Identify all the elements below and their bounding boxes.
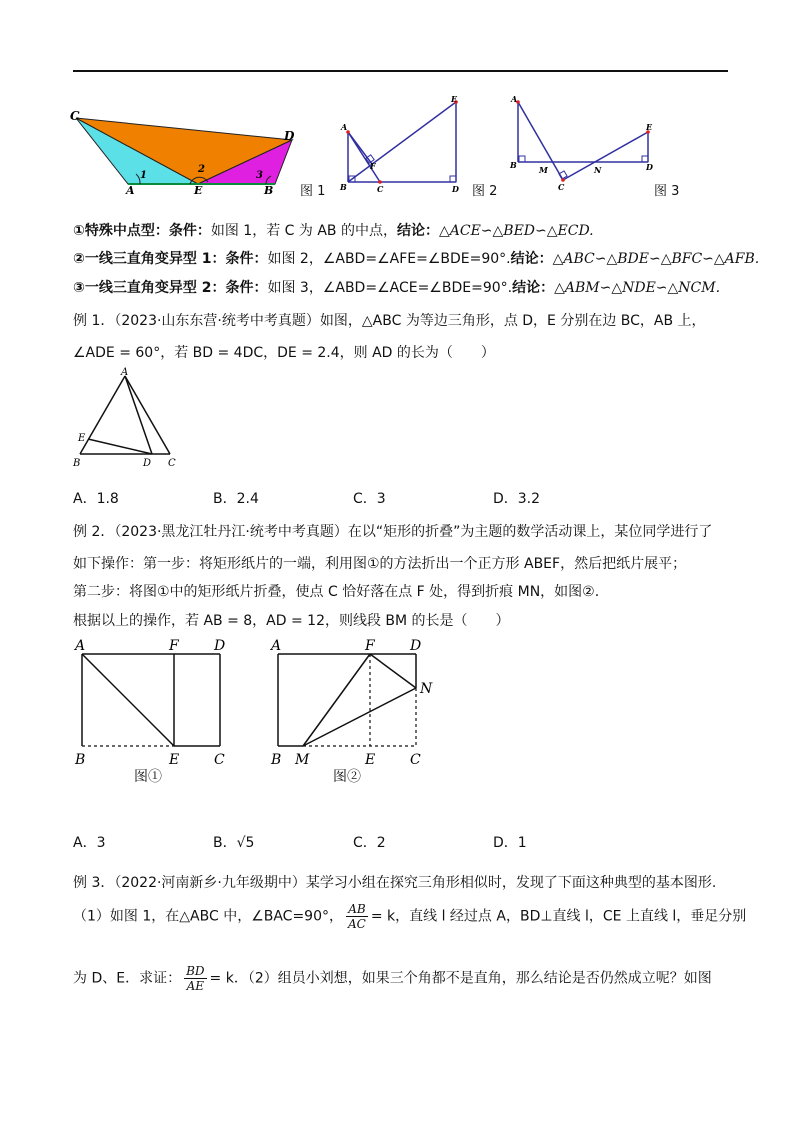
model-1-condition: 如图 1，若 C 为 AB 的中点， [210, 223, 397, 239]
ex3-line-3-part-b: = k．（2）组员小刘想，如果三个角都不是直角，那么结论是否仍然成立呢？如图 [209, 970, 712, 987]
fig2-label-d: D [452, 184, 459, 194]
model-3-conclusion-label: 结论： [512, 280, 555, 296]
model-1 [73, 220, 594, 240]
ex1-line-2: ∠ADE = 60°，若 BD = 4DC，DE = 2.4，则 AD 的长为（ ） [73, 345, 495, 361]
fig1-label-d: D [284, 129, 295, 143]
model-3-condition: 如图 3，∠ABD=∠ACE=∠BDE=90°. [267, 280, 513, 296]
ex2-option-c[interactable]: C．2 [353, 835, 386, 851]
model-1-title: ①特殊中点型：条件： [73, 223, 211, 239]
ex2-option-d[interactable]: D．1 [493, 835, 527, 851]
fig2-label-a: A [341, 122, 348, 132]
ex3-fraction-ab-ac [346, 902, 368, 931]
ex2-figure-1 [70, 636, 240, 766]
ex2-fig2-label-a: A [271, 638, 282, 654]
ex2-fig2-label-n: N [420, 681, 433, 697]
fig1-label-c: C [70, 109, 80, 123]
model-2-title: ②一线三直角变异型 1：条件： [73, 251, 268, 267]
ex2-option-a[interactable]: A．3 [73, 835, 106, 851]
ex2-line-3: 第二步：将图①中的矩形纸片折叠，使点 C 恰好落在点 F 处，得到折痕 MN，如图②. [73, 584, 600, 600]
ex1-figure [70, 366, 185, 470]
model-3-title: ③一线三直角变异型 2：条件： [73, 280, 268, 296]
figure-1-midpoint [70, 108, 300, 194]
ex3-line-3-part-a: 为 D、E．求证： [73, 970, 182, 987]
ex3-line-2-part-b: = k，直线 l 经过点 A，BD⊥直线 l，CE 上直线 l，垂足分别 [370, 908, 747, 925]
ex2-line-2: 如下操作：第一步：将矩形纸片的一端，利用图①的方法折出一个正方形 ABEF，然后把纸片展平； [73, 556, 687, 572]
fig1-label-2: 2 [198, 164, 205, 175]
fig2-label-e: E [451, 94, 458, 104]
figure-2-caption: 图 2 [472, 184, 498, 199]
ex2-fig1-label-b: B [75, 752, 86, 766]
figure-1-caption: 图 1 [300, 184, 326, 199]
ex1-line-1: 例 1．（2023·山东东营·统考中考真题）如图，△ABC 为等边三角形，点 D，E 分别在边 BC，AB 上， [73, 313, 706, 329]
model-2-conclusion: △ABC∽△BDE∽△BFC∽△AFB. [552, 251, 760, 267]
ex2-fig2-label-f: F [365, 638, 375, 654]
ex1-label-b: B [73, 458, 81, 469]
ex2-fig1-label-e: E [169, 752, 180, 766]
fig1-label-e: E [194, 184, 203, 194]
fig3-label-m: M [539, 165, 548, 175]
ex3-fraction-ae: AE [186, 979, 205, 993]
ex2-line-1: 例 2．（2023·黑龙江牡丹江·统考中考真题）在以“矩形的折叠”为主题的数学活动课上，某位同学进行了 [73, 524, 713, 540]
fig1-label-b: B [264, 184, 274, 194]
model-2-conclusion-label: 结论： [510, 251, 553, 267]
ex2-figure-2 [266, 636, 446, 766]
fig3-label-a: A [511, 94, 518, 104]
fig3-label-c: C [558, 182, 565, 192]
fig2-label-f: F [370, 161, 376, 171]
model-2-condition: 如图 2，∠ABD=∠AFE=∠BDE=90°. [267, 251, 511, 267]
figure-3-caption: 图 3 [654, 184, 680, 199]
ex2-fig1-label-a: A [75, 638, 86, 654]
model-1-conclusion: △ACE∽△BED∽△ECD. [438, 223, 594, 239]
ex3-line-2-part-a: （1）如图 1，在△ABC 中，∠BAC=90°， [73, 908, 343, 925]
ex2-option-b[interactable]: B．√5 [213, 835, 255, 851]
fig1-label-a: A [126, 184, 135, 194]
model-2 [73, 248, 759, 268]
fig3-label-e: E [646, 122, 653, 132]
ex3-line-1: 例 3．（2022·河南新乡·九年级期中）某学习小组在探究三角形相似时，发现了下面这种典型的基本图形. [73, 875, 717, 891]
fig3-label-d: D [646, 162, 653, 172]
fig1-label-3: 3 [256, 170, 263, 181]
figure-3-three-right-angles [508, 94, 658, 194]
model-3 [73, 277, 720, 297]
model-1-conclusion-label: 结论： [396, 223, 439, 239]
fig2-label-c: C [377, 184, 384, 194]
ex3-fraction-ab: AB [346, 902, 368, 917]
ex3-fraction-bd: BD [186, 964, 205, 978]
ex2-fig2-label-e: E [365, 752, 376, 766]
ex2-fig2-label-c: C [410, 752, 421, 766]
ex2-fig1-label-f: F [169, 638, 179, 654]
fig2-label-b: B [340, 182, 347, 192]
ex2-fig1-label-c: C [214, 752, 225, 766]
ex2-figure-2-caption: 图② [333, 769, 361, 785]
figure-2-three-right-angles [338, 94, 468, 194]
ex1-label-e: E [78, 433, 86, 444]
ex2-line-4: 根据以上的操作，若 AB = 8，AD = 12，则线段 BM 的长是（ ） [73, 613, 510, 629]
header-rule [73, 70, 728, 72]
ex3-fraction-ac: AC [348, 917, 366, 931]
ex1-option-b[interactable]: B．2.4 [213, 491, 259, 507]
ex2-fig1-label-d: D [214, 638, 226, 654]
fig3-label-n: N [594, 165, 602, 175]
ex2-fig2-label-b: B [271, 752, 282, 766]
ex3-line-3 [73, 964, 712, 993]
fig3-label-b: B [510, 160, 517, 170]
ex1-option-c[interactable]: C．3 [353, 491, 386, 507]
ex1-label-a: A [121, 367, 129, 378]
ex3-line-2 [73, 902, 746, 931]
ex2-figure-1-caption: 图① [134, 769, 162, 785]
ex1-option-d[interactable]: D．3.2 [493, 491, 541, 507]
ex2-fig2-label-m: M [295, 752, 310, 766]
ex1-label-c: C [168, 458, 176, 469]
model-3-conclusion: △ABM∽△NDE∽△NCM. [554, 280, 721, 296]
fig1-label-1: 1 [140, 170, 147, 181]
ex3-fraction-bd-ae [184, 964, 206, 993]
ex1-option-a[interactable]: A．1.8 [73, 491, 119, 507]
ex1-label-d: D [143, 458, 152, 469]
ex2-fig2-label-d: D [410, 638, 422, 654]
